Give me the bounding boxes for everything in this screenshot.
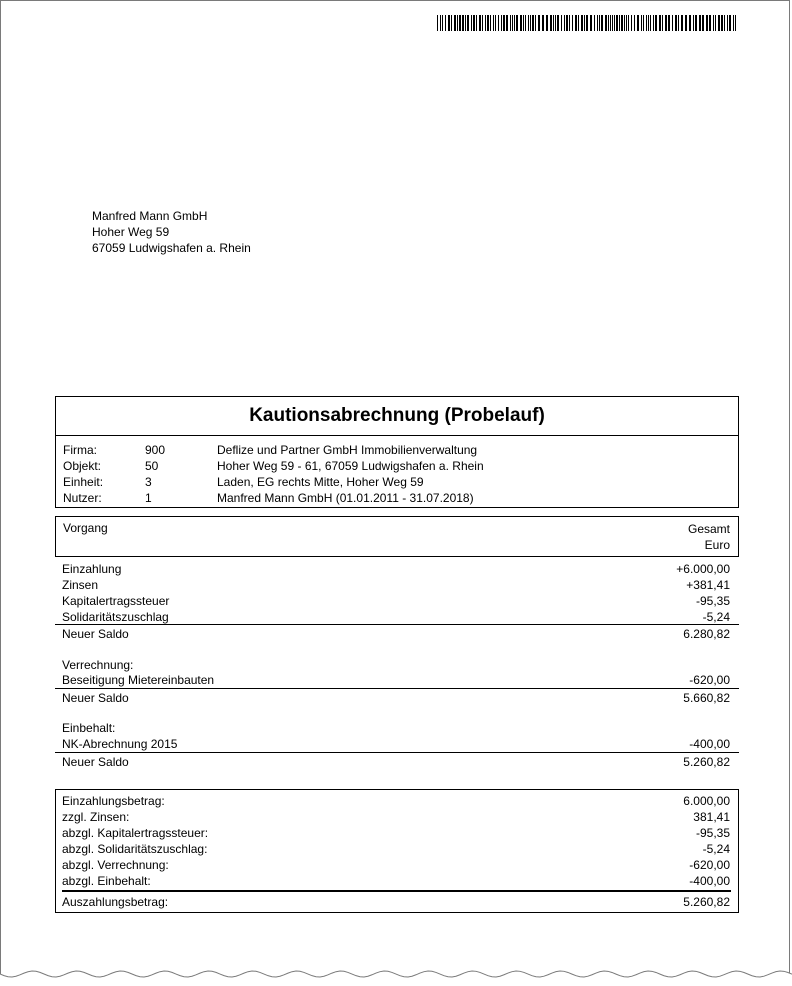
row-label: Kapitalertragssteuer <box>62 594 170 608</box>
row-value: 5.260,82 <box>683 895 730 909</box>
row-value: -95,35 <box>695 826 730 840</box>
info-code: 50 <box>145 459 159 473</box>
row-label: Verrechnung: <box>62 658 134 672</box>
divider <box>55 624 739 625</box>
torn-edge <box>0 962 792 986</box>
info-text: Manfred Mann GmbH (01.01.2011 - 31.07.2018) <box>217 491 474 505</box>
row-value: -400,00 <box>689 874 730 888</box>
table-row <box>62 672 730 688</box>
row-value: -400,00 <box>689 737 730 751</box>
document-title: Kautionsabrechnung (Probelauf) <box>249 405 545 426</box>
info-label: Firma: <box>63 443 97 457</box>
table-row <box>62 736 730 752</box>
row-label: Beseitigung Mietereinbauten <box>62 673 215 687</box>
table-row <box>62 593 730 609</box>
summary-row <box>62 857 730 873</box>
section-heading <box>62 657 730 673</box>
saldo-row <box>62 626 730 642</box>
row-label: abzgl. Kapitalertragssteuer: <box>62 826 209 840</box>
info-text: Hoher Weg 59 - 61, 67059 Ludwigshafen a. Rhein <box>217 459 484 473</box>
info-label: Einheit: <box>63 475 104 489</box>
summary-row <box>62 825 730 841</box>
row-value: -95,35 <box>695 594 730 608</box>
row-label: zzgl. Zinsen: <box>62 810 130 824</box>
row-label: Neuer Saldo <box>62 627 129 641</box>
row-value: -620,00 <box>689 858 730 872</box>
header-box <box>55 396 739 508</box>
barcode-icon <box>437 15 739 31</box>
saldo-row <box>62 754 730 770</box>
info-row-nutzer <box>63 490 733 506</box>
row-label: Einzahlung <box>62 562 122 576</box>
total-row <box>62 894 730 910</box>
row-value: +381,41 <box>686 578 730 592</box>
summary-row <box>62 841 730 857</box>
info-block <box>63 442 733 506</box>
row-label: abzgl. Einbehalt: <box>62 874 151 888</box>
column-header-gesamt-label: Gesamt <box>687 522 730 536</box>
saldo-row <box>62 690 730 706</box>
total-divider <box>62 890 731 892</box>
row-value: -620,00 <box>689 673 730 687</box>
row-value: -5,24 <box>702 610 730 624</box>
row-value: -5,24 <box>702 842 730 856</box>
table-row <box>62 561 730 577</box>
row-value: 5.660,82 <box>683 691 730 705</box>
table-header <box>55 516 739 557</box>
row-label: abzgl. Verrechnung: <box>62 858 169 872</box>
row-label: NK-Abrechnung 2015 <box>62 737 178 751</box>
info-label: Nutzer: <box>63 491 102 505</box>
divider <box>56 435 738 436</box>
info-label: Objekt: <box>63 459 102 473</box>
info-code: 1 <box>145 491 152 505</box>
summary-row <box>62 809 730 825</box>
row-value: 6.280,82 <box>683 627 730 641</box>
info-text: Deflize und Partner GmbH Immobilienverwaltung <box>217 443 478 457</box>
row-value: 6.000,00 <box>683 794 730 808</box>
column-header-currency: Euro <box>704 538 730 552</box>
row-label: Einbehalt: <box>62 721 116 735</box>
address-line-1: Manfred Mann GmbH <box>92 209 208 223</box>
column-header-gesamt <box>688 521 730 553</box>
recipient-address <box>92 208 251 256</box>
summary-row <box>62 793 730 809</box>
row-label: Solidaritätszuschlag <box>62 610 169 624</box>
row-label: Auszahlungsbetrag: <box>62 895 169 909</box>
info-text: Laden, EG rechts Mitte, Hoher Weg 59 <box>217 475 424 489</box>
address-line-2: Hoher Weg 59 <box>92 225 170 239</box>
row-label: Zinsen <box>62 578 99 592</box>
row-value: 381,41 <box>693 810 730 824</box>
row-label: Neuer Saldo <box>62 755 129 769</box>
info-row-objekt <box>63 458 733 474</box>
row-label: abzgl. Solidaritätszuschlag: <box>62 842 208 856</box>
info-code: 900 <box>145 443 166 457</box>
row-label: Einzahlungsbetrag: <box>62 794 165 808</box>
info-code: 3 <box>145 475 152 489</box>
table-row <box>62 609 730 625</box>
row-value: +6.000,00 <box>676 562 730 576</box>
row-value: 5.260,82 <box>683 755 730 769</box>
info-row-firma <box>63 442 733 458</box>
row-label: Neuer Saldo <box>62 691 129 705</box>
address-line-3: 67059 Ludwigshafen a. Rhein <box>92 241 251 255</box>
divider <box>55 688 739 689</box>
divider <box>55 752 739 753</box>
section-heading <box>62 720 730 736</box>
summary-row <box>62 873 730 889</box>
column-header-vorgang: Vorgang <box>63 521 108 535</box>
info-row-einheit <box>63 474 733 490</box>
table-row <box>62 577 730 593</box>
